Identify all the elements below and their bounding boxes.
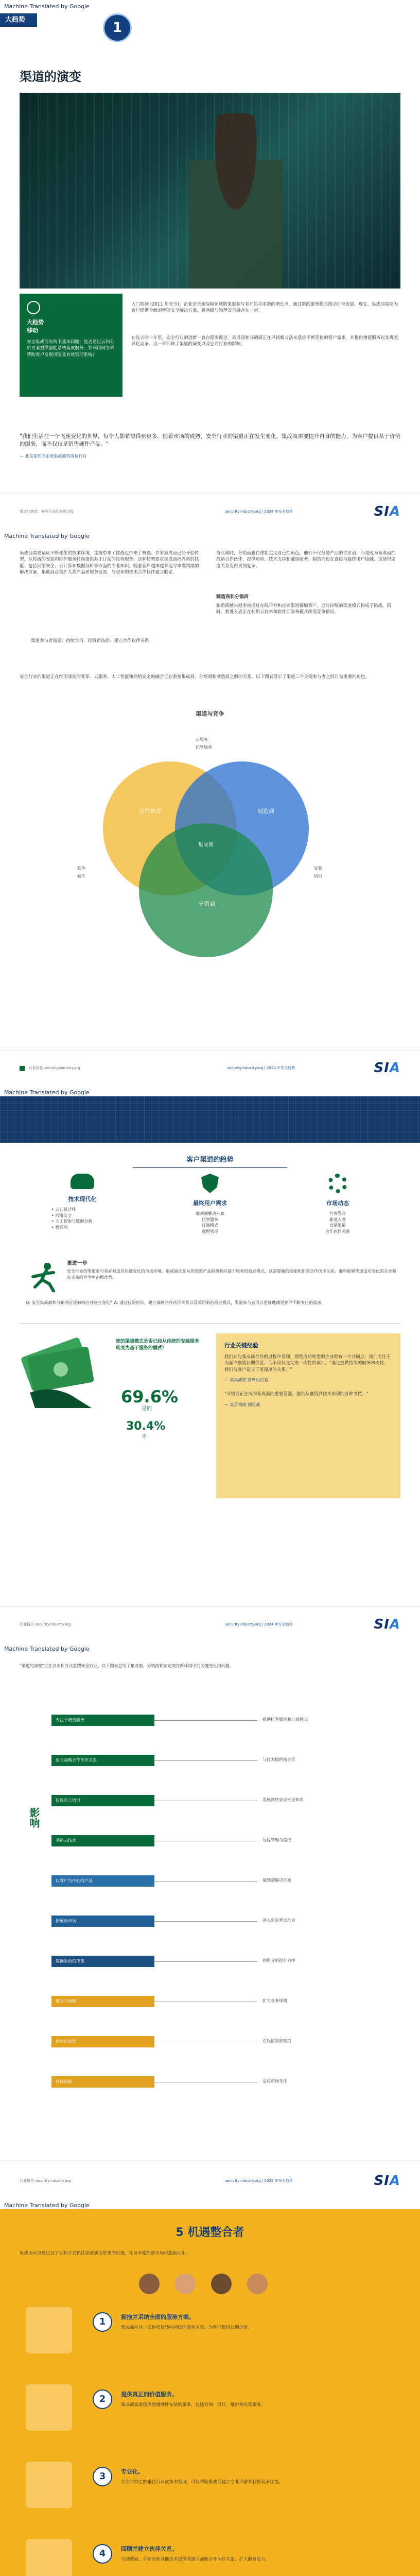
impact-row-right: 远程管理与监控 (262, 1838, 291, 1842)
runner-icon (26, 1261, 62, 1292)
quote-block (20, 433, 400, 460)
box-text-2: "分销商正在成为集成商的重要资源，提供从融资到技术培训的各种支持。" (224, 1392, 369, 1397)
impact-row-right: 端到端解决方案 (262, 1878, 291, 1883)
opportunity-number: 4 (93, 2544, 112, 2564)
p5-title: 5 机遇整合者 (176, 2226, 244, 2239)
pct-yes: 69.6% (121, 1387, 179, 1406)
gold-panel (0, 2209, 420, 2576)
venn-small-2: 软件 (77, 866, 85, 871)
p3-full-text: Q: 安全集成商和分销商应该如何应对这些变化？A: 通过投资培训、建立战略合作伙伴关系以及采用新的商业模式，渠道参与者可以更好地满足客户不断变化的需求。 (26, 1300, 326, 1305)
footer-mid: securityindustry.org | 2024 年安全趋势 (225, 510, 293, 514)
p2-col-2-b: 制造商越来越多地通过在线平台和直销渠道接触客户，这对传统的渠道模式构成了挑战。同时，新进入者正在利用云技术和软件即服务模式改变竞争格局。 (216, 603, 392, 615)
survey-question: 您的渠道模式是否已经从传统的安装服务转变为基于服务的模式？ (116, 1339, 200, 1351)
p2-col-2: 与此同时，分销商也在重新定义自己的角色。他们不仅仅是产品的供应商，而是成为集成商的战略合作伙伴，提供培训、技术支持和融资服务。制造商也在直接与最终用户接触，这使得渠道关系变得更加复杂。 (216, 551, 396, 569)
sia-logo-4: SIA (374, 2173, 400, 2189)
sidebar-title: 大趋势 移动 (27, 319, 44, 334)
footer-left-3: 行业报告 securityindustry.org (20, 1622, 71, 1627)
venn-small-5: 培训 (314, 874, 322, 878)
sidebar-text: 安全集成商有两个基本问题：能否通过云和分析方案提供智能系统集成服务，并利用网络来帮助客户发现风险及有效管理系统？ (27, 339, 115, 358)
impact-row-left: 数据驱动的决策 (51, 1956, 154, 1967)
impact-row-right: 与技术提供商合作 (262, 1757, 295, 1762)
p2-intro: 安全行业的渠道正在经历深刻的变革。云服务、人工智能和网络安全的融合正在重塑集成商、分销商和制造商之间的关系。以下图表显示了渠道三个关键参与者之间日益重叠的角色。 (20, 674, 370, 680)
venn-label-integrator: 集成商 (198, 842, 214, 848)
sia-logo-3: SIA (374, 1616, 400, 1632)
trend-badge: 大趋势 (0, 13, 37, 27)
footer-left: 渠道的演变：安全行业的发展历程 (20, 510, 74, 514)
opportunity-number: 3 (93, 2467, 112, 2486)
chapter-circle (103, 13, 132, 42)
runner-title: 更进一步 (67, 1261, 87, 1266)
p5-intro: 集成商可以通过以下五种方式抓住渠道演变带来的机遇，在竞争激烈的市场中脱颖而出。 (20, 2251, 190, 2256)
hero-image (20, 93, 400, 289)
p4-side-label: 影响 (28, 1807, 40, 1828)
impact-row-right: 扩大业务规模 (262, 1998, 287, 2003)
p2-col-1: 集成商需要适应不断变化的技术环境，这既带来了挑战也带来了机遇。许多集成商已经开始转型，从传统的安装和维护服务转向提供基于订阅的托管服务。这种转型要求集成商培养新的技能，包括网络安全、云计算和数据分析等方面的专业知识。随着客户越来越多地寻求端到端的解决方案，集成商必须扩大其产品和服务范围，与更多的技术合作伙伴建立联系。 (20, 551, 199, 575)
opportunity-title: 提供真正的价值服务。 (121, 2391, 178, 2398)
pct-no-label: 不 (142, 1434, 147, 1440)
icon-line: • 网络安全 (51, 1213, 72, 1218)
impact-row-right: 进入新的垂直行业 (262, 1918, 295, 1923)
opportunity-illustration (26, 2384, 72, 2431)
page-title: 渠道的演变 (20, 70, 81, 84)
footer-left-4: 行业报告 securityindustry.org (20, 2179, 71, 2183)
box-attr: — 某集成商 首席执行官 (224, 1377, 269, 1382)
translator-banner-2: Machine Translated by Google (0, 530, 420, 540)
box-title: 行业关键经验 (224, 1342, 258, 1349)
page-3 (0, 1096, 420, 1642)
icon-title-user: 最终用户需求 (193, 1200, 227, 1207)
impact-row-right: 提供托管服务和订阅模式 (262, 1717, 308, 1722)
impact-connector (154, 1961, 257, 1962)
translator-banner-3: Machine Translated by Google (0, 1086, 420, 1096)
opportunity-title: 拥抱并采纳全面的服务方案。 (121, 2314, 195, 2320)
icon-line: 新进入者 (329, 1217, 346, 1222)
venn-small-4: 安装 (314, 866, 322, 871)
page-5 (0, 2209, 420, 2576)
pct-no: 30.4% (126, 1420, 166, 1433)
p3-title: 客户渠道的趋势 (186, 1156, 234, 1164)
icon-line: • 云计算迁移 (51, 1207, 76, 1212)
p4-intro: "渠道的演变"正在以多种方式重塑安全行业。以下图表总结了集成商、分销商和制造商在新环境中的关键变化和机遇。 (20, 1664, 234, 1668)
icon-line: 直销渠道 (329, 1223, 346, 1228)
gear-icon (328, 1174, 347, 1193)
opportunity-text: 集成商需要提供超越硬件安装的服务，包括咨询、设计、维护和托管服务。 (121, 2402, 266, 2408)
page-3-footer (0, 1606, 420, 1642)
venn-small-1: 托管服务 (196, 745, 212, 750)
impact-row-left: 数字化转型 (51, 2036, 154, 2047)
box-attr-2: — 某分销商 副总裁 (224, 1402, 260, 1407)
opportunity-illustration (26, 2539, 72, 2576)
shield-icon (201, 1174, 219, 1193)
sidebar-box (20, 294, 122, 397)
footer-green-square (20, 1066, 25, 1071)
page-2-footer (0, 1050, 420, 1086)
impact-row-left: 采用云技术 (51, 1835, 154, 1846)
p3-header-band (0, 1096, 420, 1143)
impact-row-left: 整合与收购 (51, 1996, 154, 2007)
impact-row-left: 以客户为中心的产品 (51, 1875, 154, 1887)
icon-title-market: 市场动态 (326, 1200, 349, 1207)
opportunity-title: 回顾并建立伙伴关系。 (121, 2546, 178, 2552)
people-row (129, 2268, 293, 2299)
impact-connector (154, 1881, 257, 1882)
impact-row-left: 持续创新 (51, 2076, 154, 2088)
icon-col-tech (31, 1174, 134, 1230)
icon-line: 行业整合 (329, 1211, 346, 1216)
box-text: 我们在与集成商合作的过程中发现，那些成功转型的企业都有一个共同点：他们专注于为客户创造长期价值，而不仅仅是完成一次性的项目。"通过提供持续的服务和支持，我们与客户建立了更深厚的关系。" (224, 1354, 391, 1372)
venn-small-3: 硬件 (77, 874, 85, 878)
footer-left-2: 行业报告 securityindustry.org (29, 1066, 80, 1071)
translator-banner-5: Machine Translated by Google (0, 2199, 420, 2209)
impact-row-left: 投资员工培训 (51, 1795, 154, 1806)
impact-row-left: 拓展新市场 (51, 1916, 154, 1927)
venn-label-partner: 合作伙伴 (139, 808, 162, 815)
icon-line: • 人工智能与数据分析 (51, 1219, 93, 1224)
impact-connector (154, 1720, 257, 1721)
icon-line: 合作伙伴关系 (325, 1229, 350, 1234)
opportunity-text: 集成商应从一次性项目转向持续的服务关系，为客户提供长期价值。 (121, 2325, 253, 2330)
p2-col-2-heading: 制造商和分销商 (216, 595, 249, 600)
impact-row-left: 专注于增值服务 (51, 1715, 154, 1726)
footer-mid-3: securityindustry.org | 2024 年安全趋势 (225, 1622, 293, 1627)
opportunity-number: 2 (93, 2389, 112, 2409)
runner-text: 安全行业的渠道参与者必须适应快速变化的市场环境。集成商正在从传统的产品销售转向基于服务的商业模式，这需要新的技能和新的合作伙伴关系。那些能够快速适应变化的企业将在未来的竞争中占据优势。 (67, 1269, 396, 1280)
impact-connector (154, 1760, 257, 1761)
sidebar-icon (27, 301, 40, 314)
experience-box (216, 1333, 400, 1498)
icon-line: 订阅模式 (202, 1223, 218, 1228)
opportunity-text: 与制造商、分销商和其他技术提供商建立战略合作伙伴关系，扩大服务能力。 (121, 2557, 270, 2562)
icon-line: 远程管理 (202, 1229, 218, 1234)
page-1 (0, 10, 420, 530)
impact-row-right: 在线销售和营销 (262, 2039, 291, 2043)
chapter-number: 1 (112, 20, 122, 36)
translator-banner-4: Machine Translated by Google (0, 1642, 420, 1653)
impact-rows (0, 1715, 420, 2127)
pct-yes-label: 是的 (142, 1406, 152, 1412)
cloud-icon (71, 1174, 94, 1189)
impact-row-right: 利用分析提升效率 (262, 1958, 295, 1963)
impact-row-right: 适应市场变化 (262, 2079, 287, 2083)
opportunity-illustration (26, 2462, 72, 2508)
venn-title: 渠道与竞争 (196, 710, 224, 717)
sia-logo-2: SIA (374, 1060, 400, 1076)
venn-diagram (0, 720, 420, 1009)
divider (20, 1323, 400, 1324)
p3-title-rule (133, 1167, 287, 1168)
body-paragraph-2: 在过去的十年里，安全行业的创新一直在稳步推进。集成商和分销商正在寻找新方法来适应不断变化的客户需求，并提供增值服务以实现差异化竞争。这一章回顾了渠道的演变以及它对行业的影响。 (131, 335, 398, 347)
page-1-footer (0, 494, 420, 530)
page-4-footer (0, 2163, 420, 2199)
impact-connector (154, 1921, 257, 1922)
opportunity-title: 专业化。 (121, 2468, 144, 2475)
footer-mid-4: securityindustry.org | 2024 年安全趋势 (225, 2179, 293, 2183)
p2-bullet: 渠道参与者需要：持续学习、投资新技能、建立合作伙伴关系 (31, 638, 149, 643)
opportunity-illustration (26, 2307, 72, 2353)
icon-col-user (159, 1174, 261, 1234)
sia-logo: SIA (374, 503, 400, 519)
opportunity-number: 1 (93, 2312, 112, 2332)
impact-row-left: 建立战略合作伙伴关系 (51, 1755, 154, 1766)
icon-title-tech: 技术现代化 (68, 1196, 97, 1202)
venn-label-distributor: 分销商 (198, 901, 215, 907)
venn-small-0: 云服务 (196, 737, 208, 742)
impact-row-right: 发展网络安全专业知识 (262, 1798, 304, 1802)
venn-label-manufacturer: 制造商 (257, 808, 274, 815)
page-4 (0, 1653, 420, 2199)
icon-col-market (286, 1174, 389, 1234)
icon-line: • 物联网 (51, 1225, 68, 1230)
body-paragraph-1: 入门视频 (2011 年至今)、企业安全和保障领域的渠道参与者开始寻求新的增长点，通过新的服务模式推动自身发展。现在，集成商需要为客户提供全面的智能安全解决方案，将网络与物理安全融合在一起。 (131, 302, 398, 314)
translator-banner: Machine Translated by Google (0, 0, 420, 10)
page-2 (0, 540, 420, 1086)
icon-line: 端到端解决方案 (196, 1211, 224, 1216)
quote-text: "我们生活在一个飞速变化的世界，每个人都希望得到更多。随着市场的成熟，安全行业的渠道正在发生变化。集成商需要提升自身的能力，为客户提供基于价值的服务，而不仅仅是销售硬件产品。" (20, 433, 400, 448)
money-icon (20, 1336, 102, 1413)
opportunity-text: 专注于特定的垂直行业或技术领域，可以帮助集成商建立专业声誉并获得竞争优势。 (121, 2480, 283, 2485)
person-silhouette (189, 113, 282, 289)
icon-line: 托管服务 (202, 1217, 218, 1222)
footer-mid-2: securityindustry.org | 2024 年安全趋势 (227, 1066, 295, 1071)
quote-attribution: — 北美某知名系统集成商首席执行官 (20, 454, 87, 459)
opportunity-list (0, 2302, 420, 2576)
